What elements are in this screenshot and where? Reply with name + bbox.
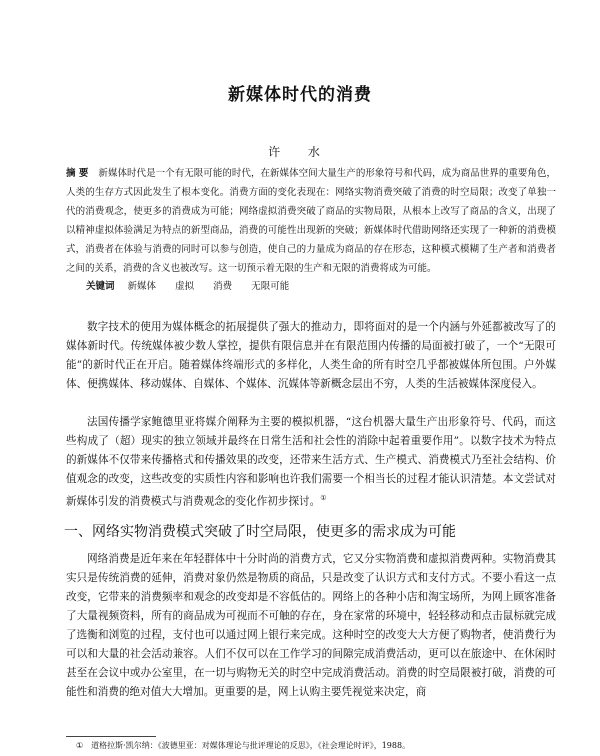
keyword-item: 虚拟 (175, 281, 195, 292)
intro-paragraph-2 (66, 413, 556, 512)
keywords (86, 280, 556, 294)
section-paragraph: 网络消费是近年来在年轻群体中十分时尚的消费方式，它又分实物消费和虚拟消费两种。实物消费其实只是传统消费的延伸，消费对象仍然是物质的商品，只是改变了认识方式和支付方式。不要小看这一点改变，它带来的消费频率和观念的改变却是不容低估的。网络上的各种小店和淘宝场所，为网上顾客准备了大量视频资料，所有的商品成为可视而不可触的存在，身在家常的环境中，轻轻移动和点击鼠标就完成了选衡和浏览的过程，支付也可以通过网上银行来完成。这种时空的改变大大方便了购物者，使消费行为可以和大量的社会活动兼容。人们不仅可以在工作学习的间隙完成消费活动，更可以在旅途中、在休闲时甚至在会议中或办公室里，在一切与购物无关的时空中完成消费活动。消费的时空局限被打破，消费的可能性和消费的绝对值大大增加。更重要的是，网上认购主要凭视觉来决定，商 (66, 553, 556, 698)
keyword-item: 无限可能 (251, 281, 290, 292)
page-title: 新媒体时代的消费 (228, 85, 372, 105)
section-heading: 一、网络实物消费模式突破了时空局限，使更多的需求成为可能 (64, 524, 456, 540)
keywords-label: 关键词 (86, 281, 115, 292)
keyword-item: 新媒体 (127, 281, 157, 292)
abstract-label: 摘 要 (66, 168, 89, 179)
abstract (66, 164, 556, 278)
author-name: 许 水 (268, 145, 332, 159)
abstract-text: 新媒体时代是一个有无限可能的时代，在新媒体空间大量生产的形象符号和代码，成为商品世界的重要角色，人类的生存方式因此发生了根本变化。消费方面的变化表现在：网络实物消费突破了消费的时空局限；改变了单独一代的消费观念，使更多的消费成为可能；网络虚拟消费突破了商品的实物局限，从根本上改写了商品的含义，出现了以精神虚拟体验满足为特点的新型商品，消费的可能性出现新的突破；新媒体时代借助网络还实现了一种新的消费模式，消费者在体验与消费的同时可以参与创造，使自己的力量成为商品的存在形态，这种模式模糊了生产者和消费者之间的关系，消费的含义也被改写。这一切预示着无限的生产和无限的消费将成为可能。 (66, 168, 556, 274)
footnote-text: 道格拉斯·凯尔纳：《波德里亚：对媒体理论与批评理论的反思》，《社会理论时评》，1988。 (91, 741, 411, 750)
intro-paragraph-1: 数字技术的使用为媒体概念的拓展提供了强大的推动力，即将面对的是一个内涵与外延都被改写了的媒体新时代。传统媒体被少数人掌控，提供有限信息并在有限范围内传播的局面被打破了，一个“无限可能”的新时代正在开启。随着媒体终端形式的多样化，人类生命的所有时空几乎都被媒体所包围。户外媒体、便携媒体、移动媒体、自媒体、个媒体、沉媒体等新概念层出不穷，人类的生活被媒体深度侵入。 (66, 321, 556, 390)
footnote (66, 740, 556, 752)
footnote-reference: ① (320, 494, 327, 502)
footnote-mark: ① (76, 741, 84, 750)
intro-paragraph-2-text: 法国传播学家鲍德里亚将媒介阐释为主要的模拟机器，“这台机器大量生产出形象符号、代码，而这些构成了（超）现实的独立领域并最终在日常生活和社会性的消除中起着重要作用”。以数字技术为特点的新媒体不仅带来传播格式和传播效果的改变，还带来生活方式、生产模式、消费模式乃至社会结构、价值观念的改变，这些改变的实质性内容和影响也许我们需要一个相当长的过程才能认识清楚。本文尝试对新媒体引发的消费模式与消费观念的变化作初步探讨。 (66, 416, 556, 508)
footnote-divider (66, 736, 156, 737)
keyword-item: 消费 (213, 281, 233, 292)
